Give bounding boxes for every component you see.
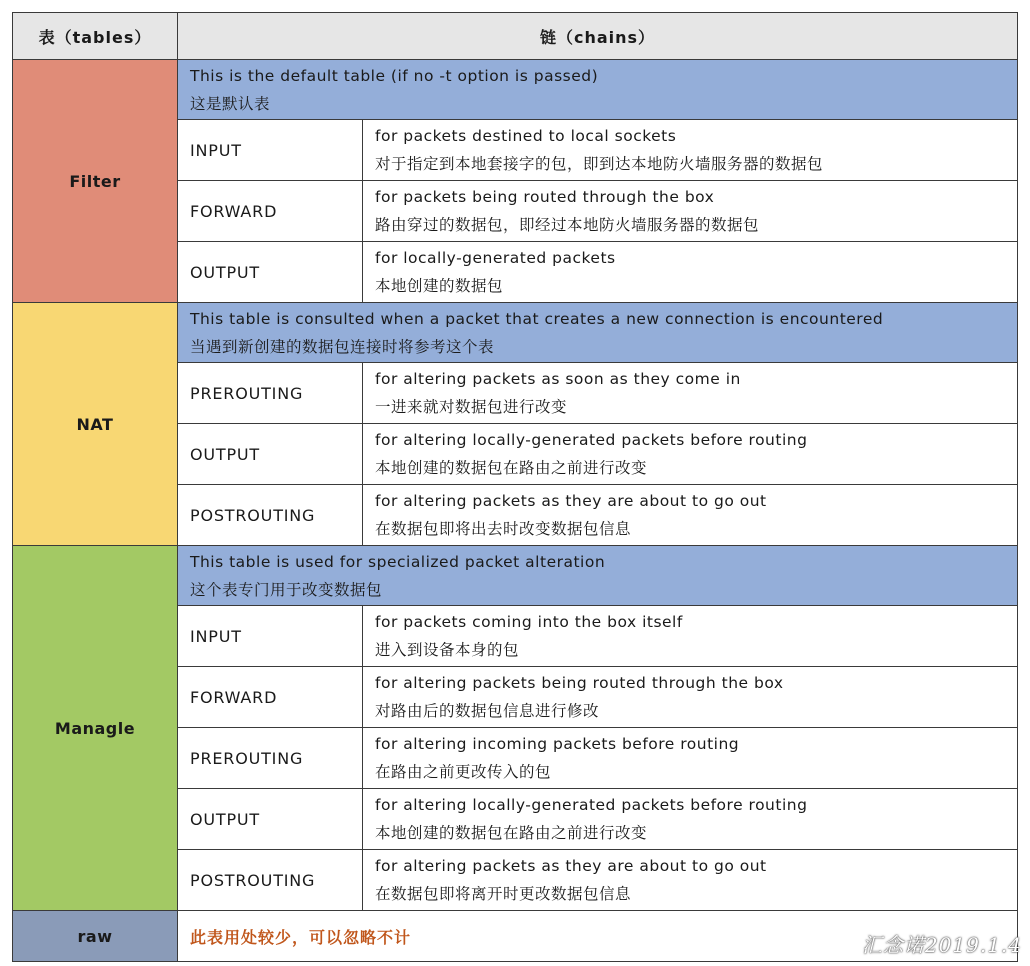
description-zh: 当遇到新创建的数据包连接时将参考这个表: [190, 337, 495, 356]
chain-name: INPUT: [178, 606, 363, 667]
chain-description-zh: 在数据包即将离开时更改数据包信息: [375, 885, 632, 903]
chain-description: [363, 850, 1018, 911]
chain-description-zh: 本地创建的数据包在路由之前进行改变: [375, 459, 648, 477]
chain-description-zh: 进入到设备本身的包: [375, 641, 520, 659]
chain-description-en: for altering incoming packets before routing: [375, 735, 740, 753]
header-row: [13, 13, 1018, 60]
chain-name: FORWARD: [178, 667, 363, 728]
chain-description-zh: 对于指定到本地套接字的包，即到达本地防火墙服务器的数据包: [375, 155, 824, 173]
mangle-desc-row: [13, 546, 1018, 606]
chain-description-en: for altering packets as soon as they come in: [375, 370, 741, 388]
chain-description-en: for altering packets as they are about to go out: [375, 492, 767, 510]
chain-description-en: for packets destined to local sockets: [375, 127, 677, 145]
chain-name: PREROUTING: [178, 728, 363, 789]
description-zh: 这是默认表: [190, 94, 271, 113]
description-en: This is the default table (if no -t option is passed): [190, 66, 599, 85]
chain-description-en: for altering packets being routed through the box: [375, 674, 784, 692]
chain-description: [363, 424, 1018, 485]
chain-description-zh: 在路由之前更改传入的包: [375, 763, 552, 781]
description-zh: 这个表专门用于改变数据包: [190, 580, 383, 599]
chain-description-zh: 本地创建的数据包: [375, 277, 504, 295]
table-description: [178, 60, 1018, 120]
chain-name: OUTPUT: [178, 242, 363, 303]
chain-description: [363, 242, 1018, 303]
watermark: 汇念诺2019.1.4: [861, 933, 1022, 957]
chain-name: FORWARD: [178, 181, 363, 242]
chain-description: [363, 728, 1018, 789]
iptables-table: [12, 12, 1018, 962]
chain-description-zh: 一进来就对数据包进行改变: [375, 398, 568, 416]
chain-description-en: for altering locally-generated packets before routing: [375, 796, 808, 814]
chain-name: POSTROUTING: [178, 850, 363, 911]
tables-column-header: 表（tables）: [13, 13, 178, 60]
chain-description-zh: 对路由后的数据包信息进行修改: [375, 702, 600, 720]
table-name-mangle: Managle: [13, 546, 178, 911]
table-name-filter: Filter: [13, 60, 178, 303]
table-name-nat: NAT: [13, 303, 178, 546]
table-description: [178, 546, 1018, 606]
chain-description: [363, 363, 1018, 424]
description-en: This table is used for specialized packet alteration: [190, 552, 606, 571]
chain-name: PREROUTING: [178, 363, 363, 424]
raw-note: 此表用处较少，可以忽略不计: [178, 911, 1018, 962]
chain-description: [363, 120, 1018, 181]
chain-description-zh: 本地创建的数据包在路由之前进行改变: [375, 824, 648, 842]
chain-description: [363, 789, 1018, 850]
chain-description-zh: 路由穿过的数据包，即经过本地防火墙服务器的数据包: [375, 216, 760, 234]
chain-name: OUTPUT: [178, 789, 363, 850]
description-en: This table is consulted when a packet that creates a new connection is encountered: [190, 309, 884, 328]
chain-description-en: for altering packets as they are about to go out: [375, 857, 767, 875]
table-name-raw: raw: [13, 911, 178, 962]
chain-description-zh: 在数据包即将出去时改变数据包信息: [375, 520, 632, 538]
chain-name: POSTROUTING: [178, 485, 363, 546]
chain-name: OUTPUT: [178, 424, 363, 485]
filter-desc-row: [13, 60, 1018, 120]
chain-description-en: for altering locally-generated packets before routing: [375, 431, 808, 449]
chain-description-en: for packets being routed through the box: [375, 188, 715, 206]
chain-description-en: for packets coming into the box itself: [375, 613, 683, 631]
chain-description: [363, 181, 1018, 242]
chain-name: INPUT: [178, 120, 363, 181]
chains-column-header: 链（chains）: [178, 13, 1018, 60]
chain-description-en: for locally-generated packets: [375, 249, 616, 267]
chain-description: [363, 606, 1018, 667]
chain-description: [363, 485, 1018, 546]
chain-description: [363, 667, 1018, 728]
nat-desc-row: [13, 303, 1018, 363]
table-description: [178, 303, 1018, 363]
